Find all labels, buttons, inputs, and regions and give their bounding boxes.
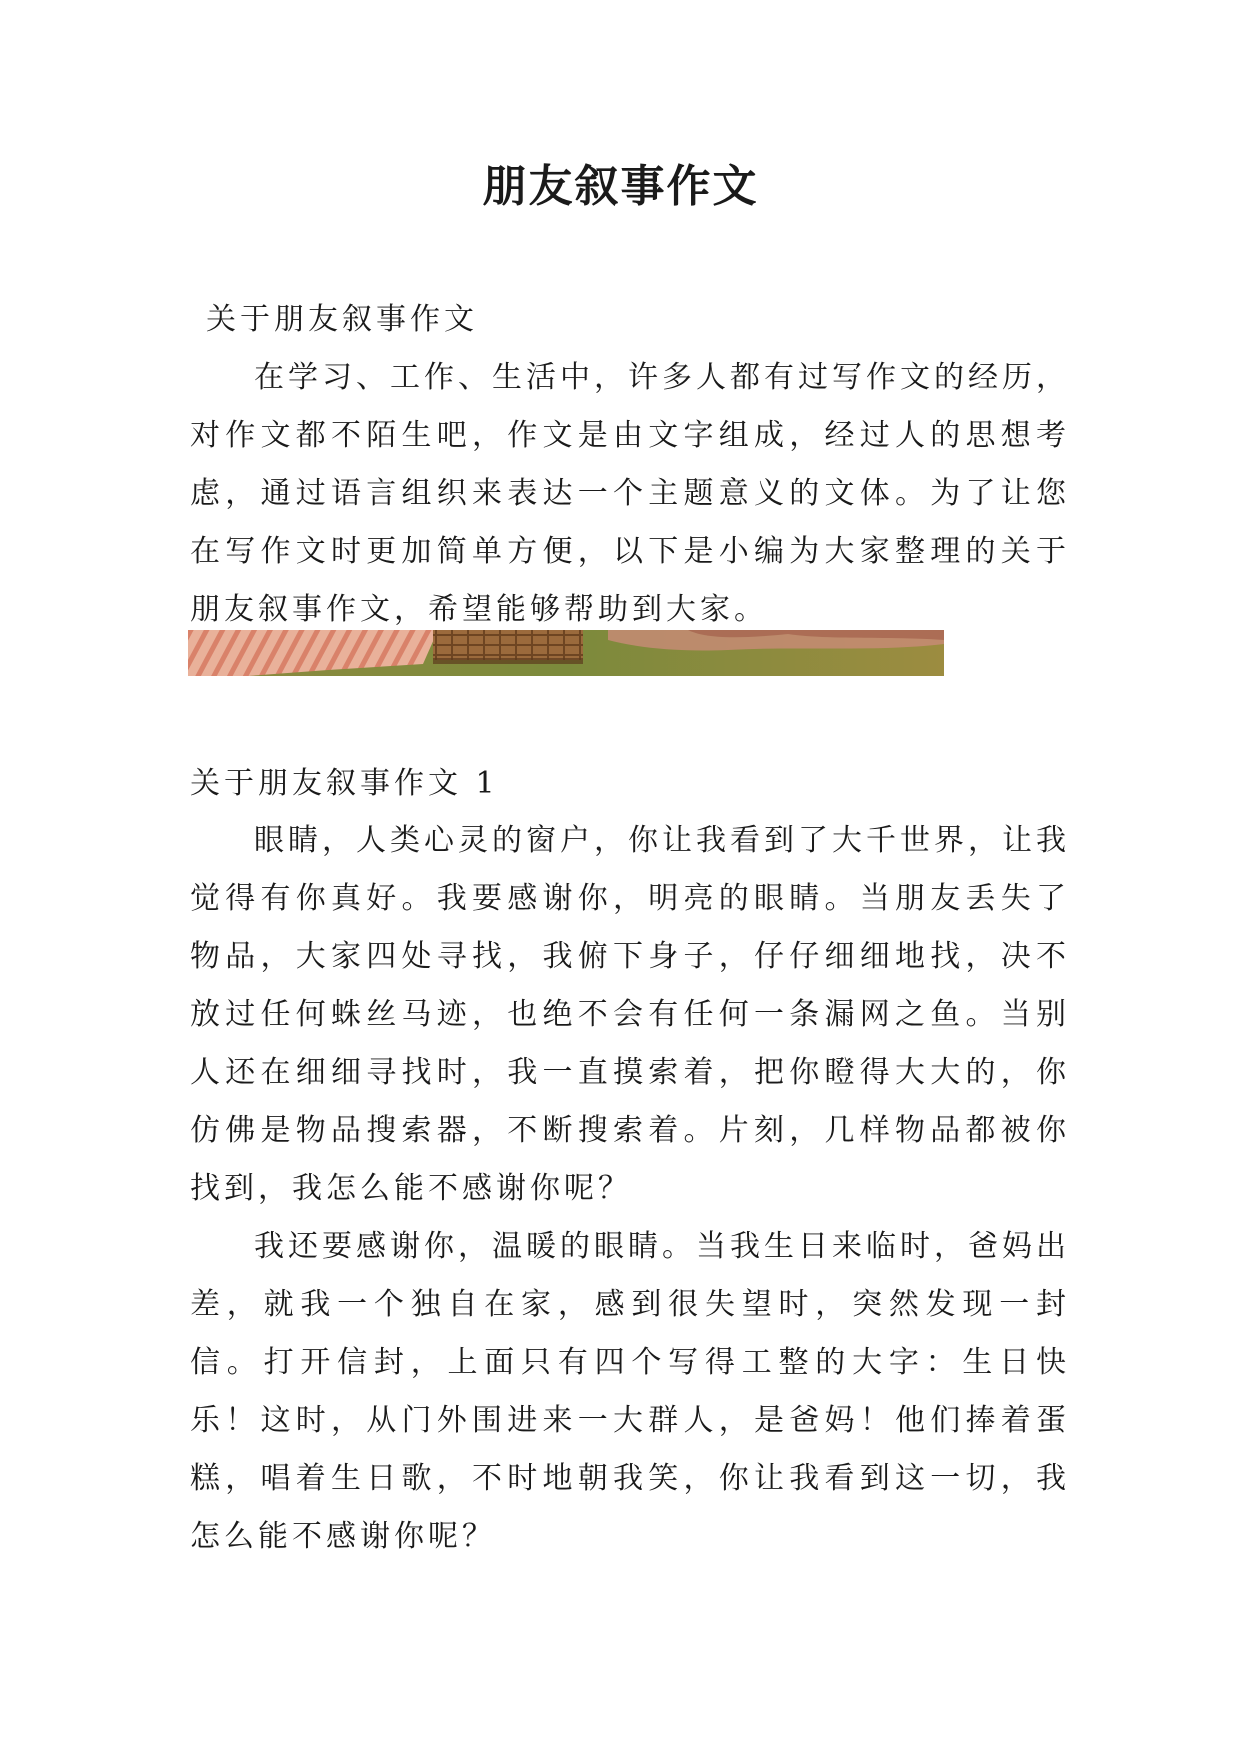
- intro-paragraph: 在学习、工作、生活中，许多人都有过写作文的经历，对作文都不陌生吧，作文是由文字组成，经过人的思想考虑，通过语言组织来表达一个主题意义的文体。为了让您在写作文时更加简单方便，以下是小编为大家整理的关于朋友叙事作文，希望能够帮助到大家。: [190, 360, 1070, 627]
- intro-block: [190, 349, 1070, 639]
- document-subtitle: 关于朋友叙事作文: [206, 302, 478, 337]
- document-title: 朋友叙事作文: [482, 161, 759, 212]
- story-paragraph-2: 我还要感谢你，温暖的眼睛。当我生日来临时，爸妈出差，就我一个独自在家，感到很失望时，突然发现一封信。打开信封，上面只有四个写得工整的大字：生日快乐！这时，从门外围进来一大群人，是爸妈！他们捧着蛋糕，唱着生日歌，不时地朝我笑，你让我看到这一切，我怎么能不感谢你呢？: [190, 1229, 1070, 1554]
- banner-image: [188, 630, 944, 676]
- story-paragraph-1: 眼睛，人类心灵的窗户，你让我看到了大千世界，让我觉得有你真好。我要感谢你，明亮的眼睛。当朋友丢失了物品，大家四处寻找，我俯下身子，仔仔细细地找，决不放过任何蛛丝马迹，也绝不会有任何一条漏网之鱼。当别人还在细细寻找时，我一直摸索着，把你瞪得大大的，你仿佛是物品搜索器，不断搜索着。片刻，几样物品都被你找到，我怎么能不感谢你呢？: [190, 823, 1070, 1206]
- picnic-photo-strip: [188, 630, 944, 676]
- section-heading: 关于朋友叙事作文 1: [190, 766, 499, 801]
- story-block: [190, 812, 1070, 1566]
